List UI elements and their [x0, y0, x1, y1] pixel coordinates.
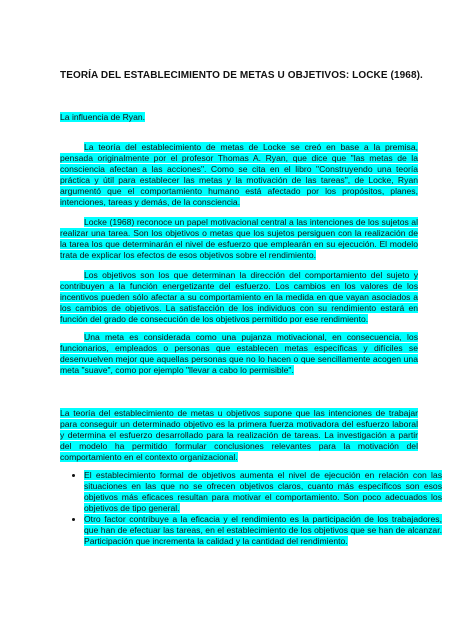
bullet-item-1 [84, 470, 442, 514]
paragraph-5 [60, 408, 418, 463]
bullet-list [60, 470, 442, 547]
bullet-item-2-text: Otro factor contribuye a la eficacia y el rendimiento es la participación de los trabajadores, que han de efectuar las tareas, en el establecimiento de los objetivos que se han de alcanzar. Participación que incrementa la calidad y la cantidad del rendimiento. [84, 514, 442, 546]
paragraph-4-text: Una meta es considerada como una pujanza motivacional, en consecuencia, los funcionarios, empleados o personas que establecen metas específicas y difíciles se desenvuelven mejor que aquellas personas que no lo hacen o que sencillamente acogen una meta "suave", como por ejemplo "llevar a cabo lo permisible". [60, 332, 418, 375]
paragraph-3-text: Los objetivos son los que determinan la dirección del comportamiento del sujeto y contribuyen a la función energetizante del esfuerzo. Los cambios en los valores de los incentivos pueden sólo afectar a su comportamiento en la medida en que vayan asociados a los cambios de objetivos. La satisfacción de los individuos con su rendimiento estará en función del grado de consecución de los objetivos permitido por ese rendimiento. [60, 270, 418, 324]
paragraph-4 [60, 332, 418, 376]
document-title: TEORÍA DEL ESTABLECIMIENTO DE METAS U OBJETIVOS: LOCKE (1968). [60, 70, 423, 81]
paragraph-2-text: Locke (1968) reconoce un papel motivacional central a las intenciones de los sujetos al realizar una tarea. Son los objetivos o metas que los sujetos persiguen con la realización de la tarea los que determinarán el nivel de esfuerzo que emplearán en su ejecución. El modelo trata de explicar los efectos de esos objetivos sobre el rendimiento. [60, 217, 418, 260]
bullet-item-2 [84, 514, 442, 547]
paragraph-3 [60, 270, 418, 325]
bullet-item-1-text: El establecimiento formal de objetivos aumenta el nivel de ejecución en relación con las situaciones en las que no se ofrecen objetivos claros, cuanto más específicos son esos objetivos más eficaces resultan para motivar el comportamiento. Son poco adecuados los objetivos de tipo general. [84, 470, 442, 513]
subheading-text: La influencia de Ryan. [60, 112, 146, 122]
paragraph-5-text: La teoría del establecimiento de metas u objetivos supone que las intenciones de trabajar para conseguir un determinado objetivo es la primera fuerza motivadora del esfuerzo laboral y determina el esfuerzo desarrollado para la realización de tareas. La investigación a partir del modelo ha permitido formular conclusiones relevantes para la motivación del comportamiento en el contexto organizacional. [60, 408, 418, 462]
paragraph-1-text: La teoría del establecimiento de metas de Locke se creó en base a la premisa, pensada originalmente por el profesor Thomas A. Ryan, que dice que "las metas de la consciencia afectan a las acciones". Como se cita en el libro "Construyendo una teoría práctica y útil para establecer las metas y la motivación de las tareas", de Locke, Ryan argumentó que el comportamiento humano está afectado por los propósitos, planes, intenciones, tareas y demás, de la consciencia. [60, 142, 418, 207]
paragraph-2 [60, 217, 418, 261]
section-subheading [60, 112, 145, 123]
paragraph-1 [60, 142, 418, 208]
